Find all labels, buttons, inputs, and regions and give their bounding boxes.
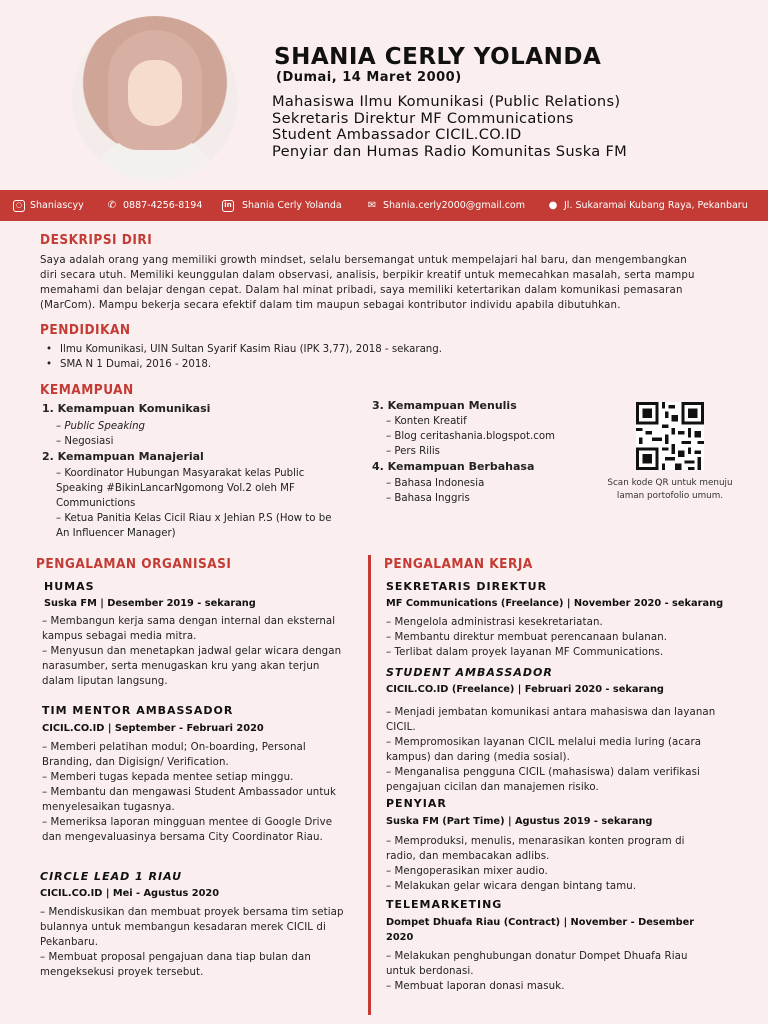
skill-group-title: 2. Kemampuan Manajerial: [42, 450, 204, 463]
org-role: HUMAS: [44, 580, 95, 593]
deskripsi-line: Saya adalah orang yang memiliki growth mindset, selalu bersemangat untuk mempelajari hal baru, dan mengembangkan: [40, 255, 687, 266]
skill-item: – Bahasa Indonesia – Bahasa Inggris: [386, 478, 485, 504]
deskripsi-line: (MarCom). Mampu bekerja secara efektif dalam tim maupun sebagai kontributor individu apabila dibutuhkan.: [40, 300, 621, 311]
org-role: TIM MENTOR AMBASSADOR: [42, 704, 234, 717]
instagram-icon: ○: [13, 200, 25, 212]
email-address: Shania.cerly2000@gmail.com: [383, 200, 525, 211]
full-name: SHANIA CERLY YOLANDA: [274, 44, 602, 70]
job-role: SEKRETARIS DIREKTUR: [386, 580, 548, 593]
contact-phone[interactable]: [106, 190, 202, 221]
qr-caption: Scan kode QR untuk menuju laman portofolio umum.: [607, 478, 733, 501]
date-of-birth: (Dumai, 14 Maret 2000): [276, 70, 462, 85]
role-line: Penyiar dan Humas Radio Komunitas Suska FM: [272, 142, 628, 160]
org-name: CICIL.CO.ID | September - Februari 2020: [42, 723, 264, 734]
job-role: PENYIAR: [386, 797, 447, 810]
linkedin-name: Shania Cerly Yolanda: [242, 200, 342, 211]
section-title-organisasi: PENGALAMAN ORGANISASI: [36, 556, 232, 572]
org-description: – Memberi pelatihan modul; On-boarding, Personal Branding, dan Digisign/ Verification. – Memberi tugas kepada mentee setiap minggu. – Membantu dan mengawasi Student Ambassador untuk menyelesaikan tugasnya. – Memeriksa laporan mingguan mentee di Google Drive dan mengevaluasinya bersama City Coordinator Riau.: [42, 742, 336, 843]
org-name: CICIL.CO.ID | Mei - Agustus 2020: [40, 888, 220, 899]
org-description: – Mendiskusikan dan membuat proyek bersama tim setiap bulannya untuk membangun kesadaran merek CICIL di Pekanbaru. – Membuat proposal pengajuan dana tiap bulan dan mengeksekusi proyek tersebut.: [40, 907, 344, 978]
role-line: Mahasiswa Ilmu Komunikasi (Public Relations): [272, 93, 621, 110]
column-divider: [368, 555, 371, 1015]
role-list: [272, 94, 627, 160]
section-title-kerja: PENGALAMAN KERJA: [384, 556, 533, 572]
linkedin-icon: in: [222, 200, 234, 212]
job-company: CICIL.CO.ID (Freelance) | Februari 2020 - sekarang: [386, 684, 664, 695]
location-pin-icon: ●: [548, 199, 558, 211]
job-role: TELEMARKETING: [386, 898, 503, 911]
job-description: – Menjadi jembatan komunikasi antara mahasiswa dan layanan CICIL. – Mempromosikan layanan CICIL melalui media luring (acara kampus) dan daring (media sosial). – Menganalisa pengguna CICIL (mahasiswa) dalam verifikasi pengajuan cicilan dan manajemen risiko.: [386, 707, 716, 793]
skill-item: – Koordinator Hubungan Masyarakat kelas Public Speaking #BikinLancarNgomong Vol.2 oleh MF Communictions – Ketua Panitia Kelas Cicil Riau x Jehian P.S (How to be An Influencer Manager): [56, 468, 332, 539]
job-company: Suska FM (Part Time) | Agustus 2019 - sekarang: [386, 816, 653, 827]
deskripsi-line: memahami dan belajar dengan cepat. Dalam hal minat pribadi, saya memiliki ketertarikan dalam komunikasi pemasaran: [40, 285, 683, 296]
skill-group-title: 3. Kemampuan Menulis: [372, 399, 517, 412]
job-description: – Memproduksi, menulis, menarasikan konten program di radio, dan membacakan adlibs. – Mengoperasikan mixer audio. – Melakukan gelar wicara dengan bintang tamu.: [386, 836, 685, 892]
contact-address: [547, 190, 748, 221]
job-role: STUDENT AMBASSADOR: [386, 666, 553, 679]
list-item: • SMA N 1 Dumai, 2016 - 2018.: [44, 357, 442, 372]
address-text: Jl. Sukaramai Kubang Raya, Pekanbaru: [564, 200, 748, 211]
job-company: Dompet Dhuafa Riau (Contract) | November - Desember: [386, 917, 695, 928]
skill-item: – Konten Kreatif – Blog ceritashania.blogspot.com – Pers Rilis: [386, 416, 555, 457]
deskripsi-paragraph: [40, 253, 695, 313]
profile-photo: [72, 16, 238, 182]
section-title-pendidikan: PENDIDIKAN: [40, 322, 131, 338]
deskripsi-line: diri secara utuh. Memiliki keunggulan dalam observasi, analisis, berpikir kreatif untuk memecahkan masalah, serta mampu: [40, 270, 695, 281]
org-description: – Membangun kerja sama dengan internal dan eksternal kampus sebagai media mitra. – Menyusun dan menetapkan jadwal gelar wicara dengan narasumber, serta menugaskan kru yang akan terjun dalam liputan langsung.: [42, 616, 342, 687]
instagram-handle: Shaniascyy: [30, 200, 84, 211]
org-role: CIRCLE LEAD 1 RIAU: [40, 870, 183, 883]
mail-icon: ✉: [367, 199, 377, 211]
contact-linkedin[interactable]: [222, 190, 342, 221]
role-line: Student Ambassador CICIL.CO.ID: [272, 126, 522, 144]
skill-group-title: 1. Kemampuan Komunikasi: [42, 402, 211, 415]
job-description: – Mengelola administrasi kesekretariatan. – Membantu direktur membuat perencanaan bulanan. – Terlibat dalam proyek layanan MF Communications.: [386, 617, 668, 658]
org-name: Suska FM | Desember 2019 - sekarang: [44, 598, 256, 609]
skill-group-title: 4. Kemampuan Berbahasa: [372, 460, 535, 473]
whatsapp-icon: ✆: [107, 199, 117, 211]
section-title-kemampuan: KEMAMPUAN: [40, 382, 134, 398]
contact-instagram[interactable]: [13, 190, 84, 221]
role-line: Sekretaris Direktur MF Communications: [272, 109, 574, 127]
contact-email[interactable]: [366, 190, 525, 221]
qr-code-icon[interactable]: [634, 402, 706, 470]
section-title-deskripsi: DESKRIPSI DIRI: [40, 232, 153, 248]
list-item: • Ilmu Komunikasi, UIN Sultan Syarif Kasim Riau (IPK 3,77), 2018 - sekarang.: [44, 342, 442, 357]
job-company-cont: 2020: [386, 932, 414, 943]
phone-number: 0887-4256-8194: [123, 200, 203, 211]
job-company: MF Communications (Freelance) | November 2020 - sekarang: [386, 598, 724, 609]
pendidikan-list: [44, 342, 442, 372]
job-description: – Melakukan penghubungan donatur Dompet Dhuafa Riau untuk berdonasi. – Membuat laporan donasi masuk.: [386, 951, 688, 992]
skill-item: – Public Speaking – Negosiasi: [56, 421, 145, 447]
contact-bar: [0, 190, 768, 221]
